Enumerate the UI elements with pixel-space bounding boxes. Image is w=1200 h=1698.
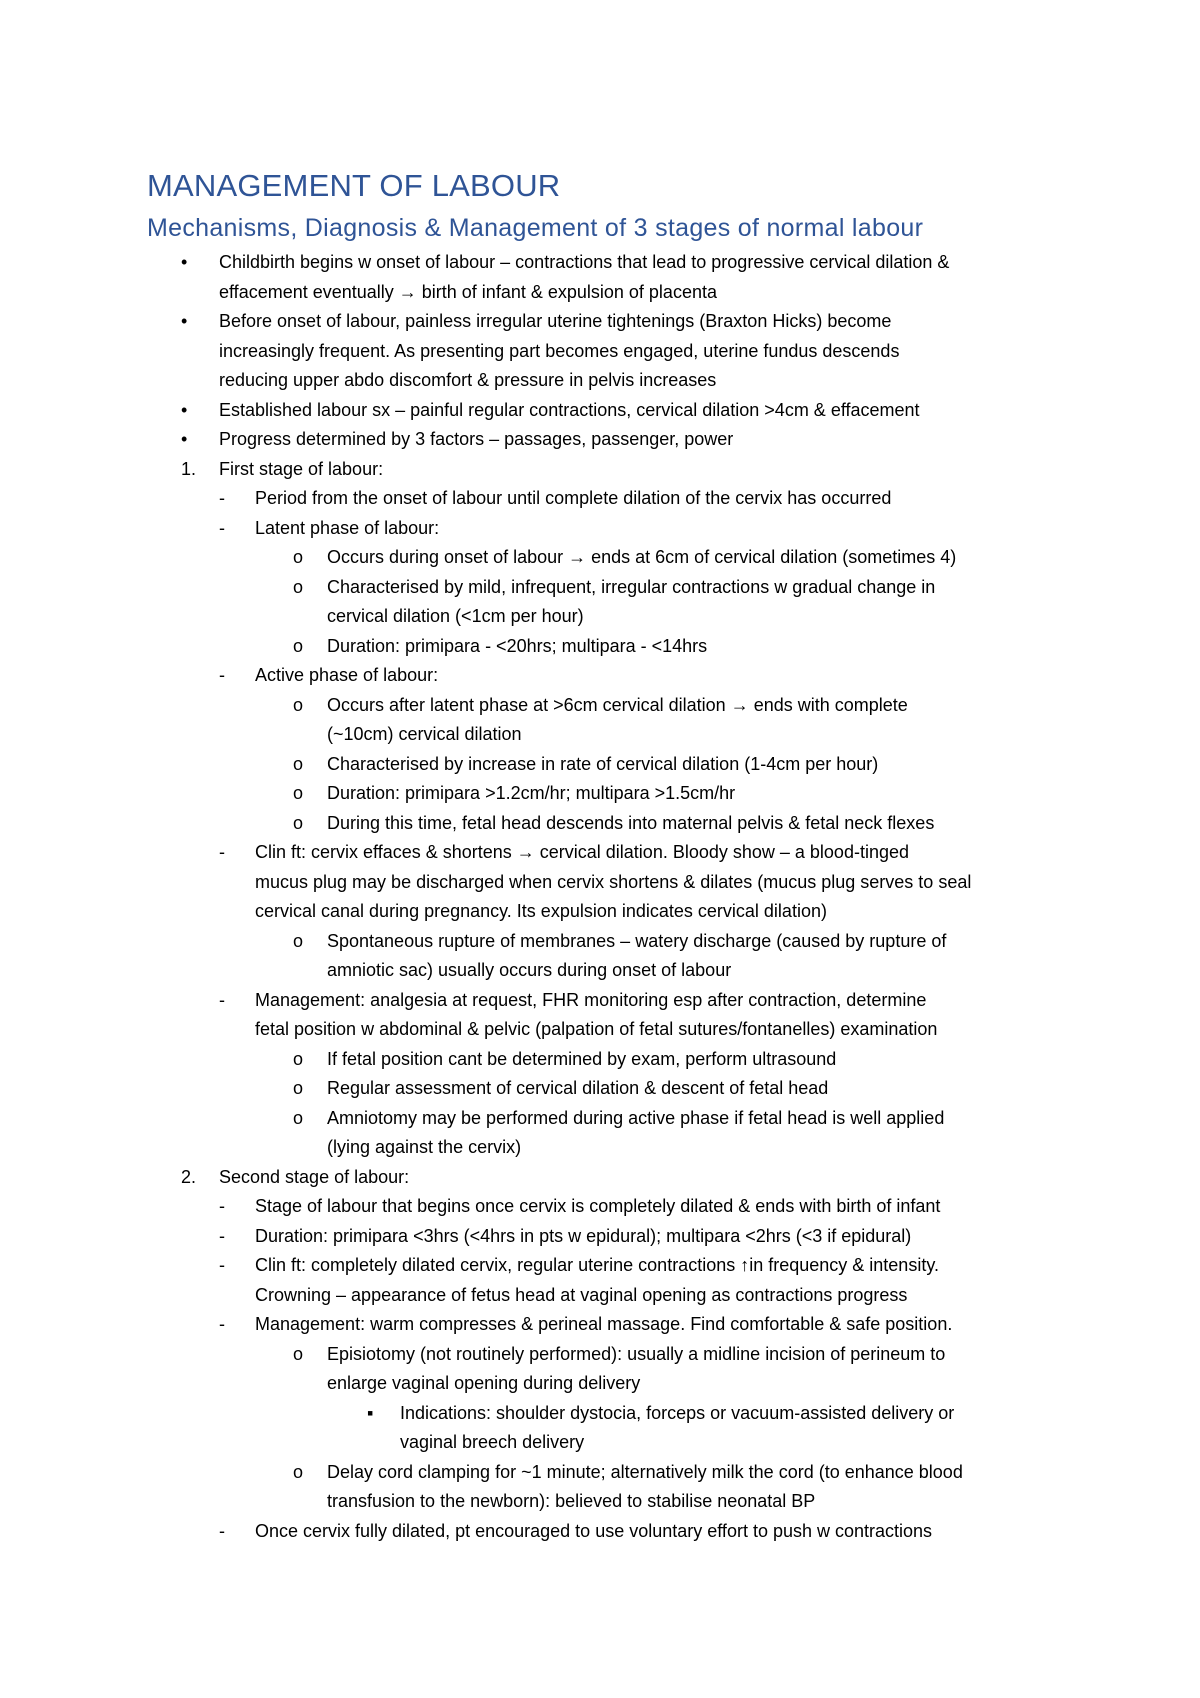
list-item	[0, 602, 1200, 631]
list-item-text: First stage of labour:	[219, 458, 384, 479]
list-item	[0, 720, 1200, 749]
bullet-marker: •	[181, 399, 188, 420]
circle-marker: o	[293, 783, 304, 803]
list-item	[0, 1133, 1200, 1162]
dash-marker: -	[219, 1196, 225, 1216]
list-item-text: Characterised by increase in rate of cervical dilation (1-4cm per hour)	[327, 753, 879, 774]
list-item-text: Episiotomy (not routinely performed): usually a midline incision of perineum to	[327, 1343, 946, 1364]
list-item	[0, 691, 1200, 720]
list-item-text: Active phase of labour:	[255, 665, 439, 685]
list-item	[0, 1104, 1200, 1133]
list-item-text: Once cervix fully dilated, pt encouraged to use voluntary effort to push w contractions	[255, 1520, 933, 1541]
list-item-text: amniotic sac) usually occurs during onset of labour	[327, 960, 732, 980]
list-item-text: Before onset of labour, painless irregular uterine tightenings (Braxton Hicks) become	[219, 311, 892, 331]
list-item	[0, 366, 1200, 395]
list-item	[0, 484, 1200, 513]
section-heading: Mechanisms, Diagnosis & Management of 3 stages of normal labour	[147, 214, 924, 242]
list-item-text: Management: warm compresses & perineal massage. Find comfortable & safe position.	[255, 1314, 953, 1334]
list-item-text: effacement eventually → birth of infant & expulsion of placenta	[219, 281, 717, 302]
list-item-text: Occurs during onset of labour → ends at 6cm of cervical dilation (sometimes 4)	[327, 547, 957, 567]
list-item	[0, 1251, 1200, 1280]
list-item	[0, 1074, 1200, 1103]
list-item-text: Second stage of labour:	[219, 1166, 410, 1187]
list-item	[0, 1487, 1200, 1516]
list-item-text: Amniotomy may be performed during active phase if fetal head is well applied	[327, 1107, 945, 1128]
list-item	[0, 1458, 1200, 1487]
list-item	[0, 1045, 1200, 1074]
list-item-text: vaginal breech delivery	[400, 1432, 585, 1452]
circle-marker: o	[293, 635, 304, 656]
list-item-text: Duration: primipara - <20hrs; multipara - <14hrs	[327, 635, 708, 656]
list-item-text: Progress determined by 3 factors – passages, passenger, power	[219, 429, 734, 449]
list-item-text: Clin ft: completely dilated cervix, regular uterine contractions ↑in frequency & intensity.	[255, 1255, 939, 1275]
list-item-text: reducing upper abdo discomfort & pressure in pelvis increases	[219, 370, 717, 390]
number-marker: 2.	[181, 1166, 197, 1187]
number-marker: 1.	[181, 458, 197, 479]
circle-marker: o	[293, 812, 304, 833]
circle-marker: o	[293, 547, 304, 567]
list-item	[0, 897, 1200, 926]
list-item	[0, 337, 1200, 366]
list-item-text: Management: analgesia at request, FHR monitoring esp after contraction, determine	[255, 989, 927, 1010]
list-item	[0, 1310, 1200, 1339]
list-item-text: Stage of labour that begins once cervix is completely dilated & ends with birth of infant	[255, 1196, 941, 1216]
list-item	[0, 868, 1200, 897]
circle-marker: o	[293, 1343, 304, 1364]
list-item	[0, 750, 1200, 779]
list-item	[0, 1428, 1200, 1457]
list-item	[0, 1281, 1200, 1310]
list-item-text: Delay cord clamping for ~1 minute; alternatively milk the cord (to enhance blood	[327, 1461, 963, 1482]
list-item-text: Regular assessment of cervical dilation & descent of fetal head	[327, 1078, 829, 1098]
list-item	[0, 661, 1200, 690]
list-item-text: increasingly frequent. As presenting part becomes engaged, uterine fundus descends	[219, 340, 900, 361]
list-item-text: transfusion to the newborn): believed to stabilise neonatal BP	[327, 1491, 816, 1511]
list-item	[0, 927, 1200, 956]
list-item-text: Clin ft: cervix effaces & shortens → cervical dilation. Bloody show – a blood-tinged	[255, 842, 909, 862]
list-item	[0, 838, 1200, 867]
list-item	[0, 248, 1200, 277]
list-item-text: Duration: primipara >1.2cm/hr; multipara >1.5cm/hr	[327, 783, 736, 803]
list-item	[0, 573, 1200, 602]
list-item-text: mucus plug may be discharged when cervix shortens & dilates (mucus plug serves to seal	[255, 871, 972, 892]
list-item	[0, 809, 1200, 838]
list-item	[0, 396, 1200, 425]
dash-marker: -	[219, 1255, 225, 1275]
dash-marker: -	[219, 488, 225, 508]
list-item	[0, 1222, 1200, 1251]
bullet-marker: •	[181, 311, 188, 331]
list-item-text: Latent phase of labour:	[255, 517, 440, 538]
list-item	[0, 1399, 1200, 1428]
list-item-text: Indications: shoulder dystocia, forceps or vacuum-assisted delivery or	[400, 1402, 955, 1423]
list-item-text: During this time, fetal head descends into maternal pelvis & fetal neck flexes	[327, 812, 935, 833]
list-item-text: Established labour sx – painful regular contractions, cervical dilation >4cm & effacement	[219, 399, 920, 420]
circle-marker: o	[293, 1461, 304, 1482]
circle-marker: o	[293, 694, 304, 715]
list-item-text: Characterised by mild, infrequent, irregular contractions w gradual change in	[327, 576, 936, 597]
page-title: MANAGEMENT OF LABOUR	[147, 168, 561, 203]
dash-marker: -	[219, 1225, 225, 1246]
circle-marker: o	[293, 1107, 304, 1128]
bullet-marker: •	[181, 252, 188, 272]
circle-marker: o	[293, 1078, 304, 1098]
dash-marker: -	[219, 665, 225, 685]
dash-marker: -	[219, 1314, 225, 1334]
list-item	[0, 1517, 1200, 1546]
list-item-text: enlarge vaginal opening during delivery	[327, 1373, 641, 1393]
list-item-text: Occurs after latent phase at >6cm cervical dilation → ends with complete	[327, 694, 908, 715]
list-item	[0, 455, 1200, 484]
circle-marker: o	[293, 930, 304, 951]
square-marker: ▪	[367, 1402, 374, 1423]
list-item	[0, 307, 1200, 336]
list-item	[0, 1163, 1200, 1192]
list-item	[0, 1340, 1200, 1369]
list-item-text: Duration: primipara <3hrs (<4hrs in pts w epidural); multipara <2hrs (<3 if epidural)	[255, 1225, 912, 1246]
list-item	[0, 1015, 1200, 1044]
list-item-text: Childbirth begins w onset of labour – contractions that lead to progressive cervical dilation &	[219, 252, 950, 272]
list-item	[0, 278, 1200, 307]
list-item-text: (lying against the cervix)	[327, 1137, 522, 1157]
list-item-text: cervical canal during pregnancy. Its expulsion indicates cervical dilation)	[255, 901, 827, 921]
dash-marker: -	[219, 842, 225, 862]
dash-marker: -	[219, 517, 225, 538]
bullet-marker: •	[181, 429, 188, 449]
list-item	[0, 986, 1200, 1015]
list-item	[0, 543, 1200, 572]
dash-marker: -	[219, 989, 225, 1010]
circle-marker: o	[293, 1048, 304, 1069]
list-item-text: Crowning – appearance of fetus head at vaginal opening as contractions progress	[255, 1284, 908, 1305]
dash-marker: -	[219, 1520, 225, 1541]
list-item	[0, 632, 1200, 661]
list-item	[0, 1369, 1200, 1398]
list-item	[0, 956, 1200, 985]
list-item-text: fetal position w abdominal & pelvic (palpation of fetal sutures/fontanelles) examination	[255, 1019, 938, 1039]
list-item-text: If fetal position cant be determined by exam, perform ultrasound	[327, 1048, 837, 1069]
list-item	[0, 779, 1200, 808]
circle-marker: o	[293, 753, 304, 774]
list-item	[0, 425, 1200, 454]
list-item	[0, 514, 1200, 543]
list-item-text: Period from the onset of labour until complete dilation of the cervix has occurred	[255, 488, 892, 508]
list-item-text: Spontaneous rupture of membranes – watery discharge (caused by rupture of	[327, 930, 947, 951]
list-item-text: cervical dilation (<1cm per hour)	[327, 606, 584, 626]
circle-marker: o	[293, 576, 304, 597]
list-item-text: (~10cm) cervical dilation	[327, 724, 522, 744]
list-item	[0, 1192, 1200, 1221]
